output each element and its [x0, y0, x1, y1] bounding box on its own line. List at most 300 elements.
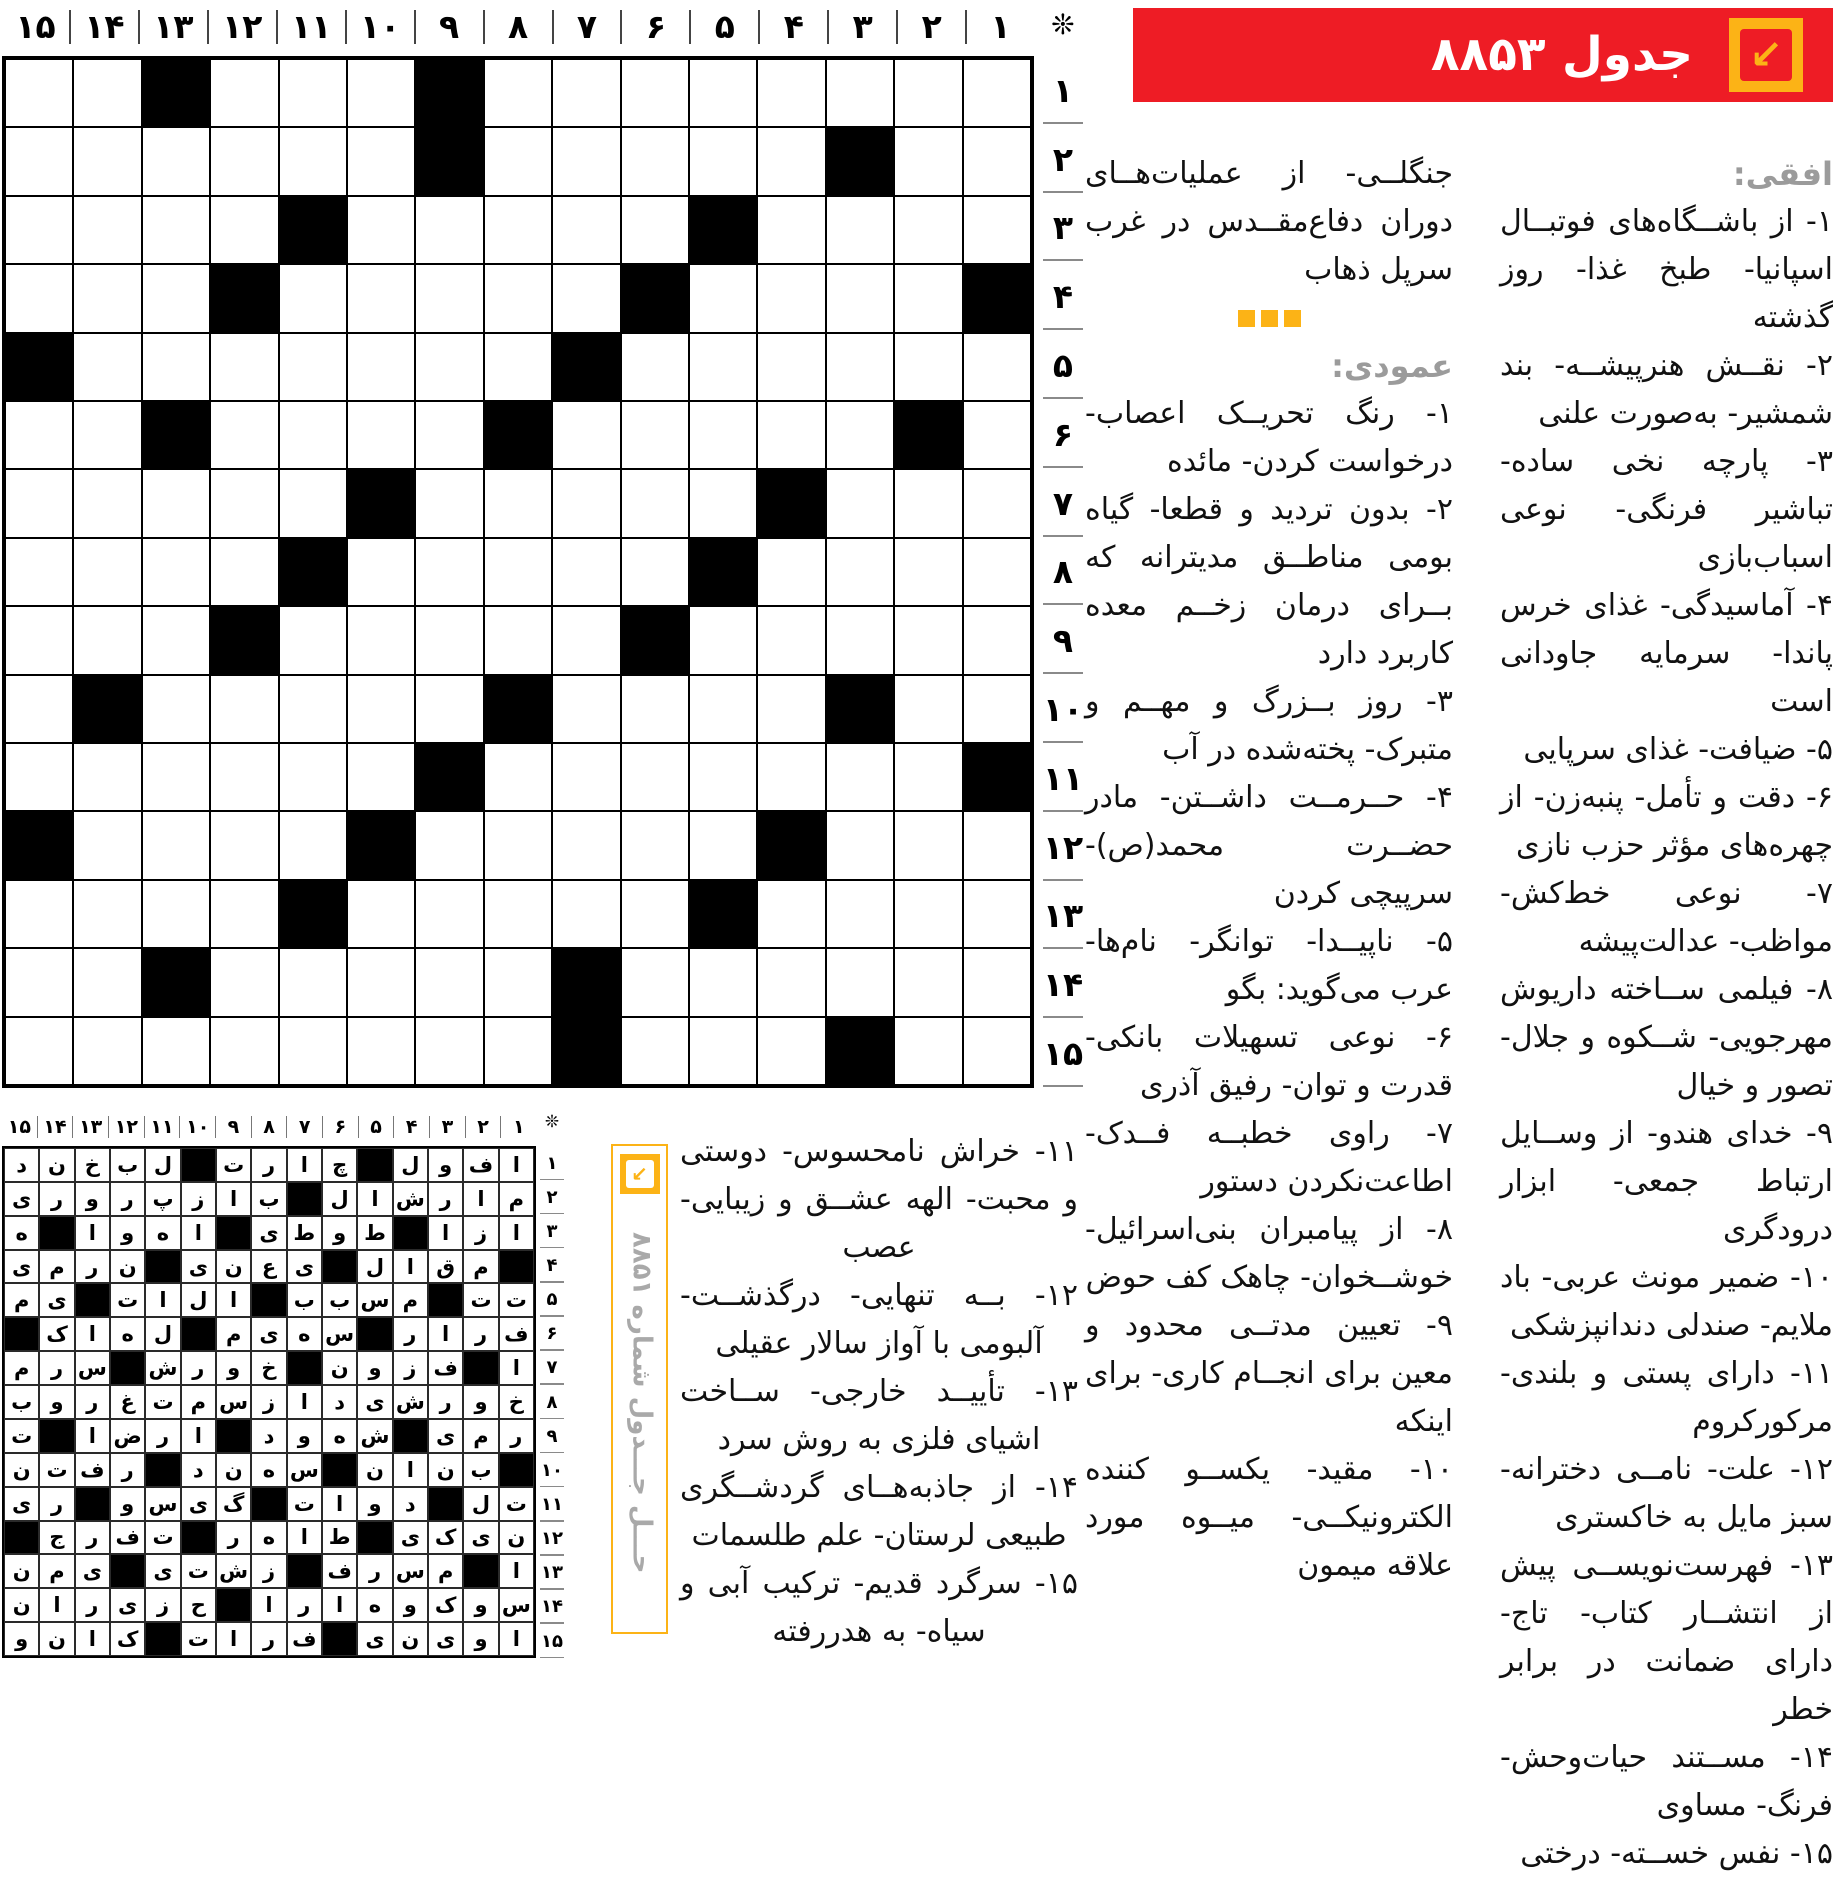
clue-item: ۱۵- سرگرد قدیم- ترکیب آبی و سیاه- به هدررفته [680, 1566, 1078, 1649]
black-cell [826, 127, 894, 195]
solution-letter-cell: ا [181, 1419, 216, 1453]
empty-cell[interactable] [894, 743, 962, 811]
empty-cell[interactable] [5, 743, 73, 811]
black-cell [552, 948, 620, 1016]
empty-cell[interactable] [757, 333, 825, 401]
empty-cell[interactable] [484, 196, 552, 264]
empty-cell[interactable] [757, 196, 825, 264]
empty-cell[interactable] [415, 811, 483, 879]
empty-cell[interactable] [621, 675, 689, 743]
empty-cell[interactable] [415, 333, 483, 401]
empty-cell[interactable] [279, 811, 347, 879]
grid-number-label: ۲ [537, 1180, 567, 1214]
solution-letter-cell: ش [357, 1419, 392, 1453]
empty-cell[interactable] [894, 880, 962, 948]
empty-cell[interactable] [142, 469, 210, 537]
solution-letter-cell: ز [251, 1385, 286, 1419]
solution-letter-cell: ل [145, 1148, 180, 1182]
clue-item: ۶- دقت و تأمل- پنبه‌زن- از چهره‌های مؤثر حزب نازی [1500, 780, 1833, 863]
solution-letter-cell: س [499, 1588, 534, 1622]
empty-cell[interactable] [757, 538, 825, 606]
solution-black-cell [499, 1453, 534, 1487]
solution-letter-cell: ز [463, 1216, 498, 1250]
solution-letter-cell: و [75, 1182, 110, 1216]
empty-cell[interactable] [826, 264, 894, 332]
empty-cell[interactable] [415, 606, 483, 674]
solution-letter-cell: م [463, 1250, 498, 1284]
empty-cell[interactable] [142, 743, 210, 811]
solution-black-cell [287, 1351, 322, 1385]
solution-letter-cell: ش [216, 1554, 251, 1588]
solution-black-cell [75, 1283, 110, 1317]
solution-black-cell [4, 1317, 39, 1351]
empty-cell[interactable] [894, 1017, 962, 1085]
empty-cell[interactable] [757, 264, 825, 332]
grid-number-label: ۱۱ [144, 1116, 180, 1138]
solution-letter-cell: و [110, 1487, 145, 1521]
empty-cell[interactable] [210, 538, 278, 606]
grid-number-label: ۴ [1038, 262, 1088, 331]
empty-cell[interactable] [210, 948, 278, 1016]
black-cell [826, 675, 894, 743]
solution-letter-cell: ب [322, 1283, 357, 1317]
empty-cell[interactable] [279, 127, 347, 195]
empty-cell[interactable] [552, 264, 620, 332]
empty-cell[interactable] [826, 333, 894, 401]
empty-cell[interactable] [552, 606, 620, 674]
empty-cell[interactable] [826, 196, 894, 264]
empty-cell[interactable] [415, 1017, 483, 1085]
empty-cell[interactable] [757, 675, 825, 743]
empty-cell[interactable] [210, 196, 278, 264]
empty-cell[interactable] [552, 538, 620, 606]
solution-letter-cell: س [75, 1351, 110, 1385]
solution-letter-cell: ه [287, 1317, 322, 1351]
empty-cell[interactable] [689, 675, 757, 743]
empty-cell[interactable] [484, 948, 552, 1016]
empty-cell[interactable] [894, 538, 962, 606]
empty-cell[interactable] [73, 196, 141, 264]
empty-cell[interactable] [621, 743, 689, 811]
grid-number-label: ۱۱ [537, 1487, 567, 1521]
empty-cell[interactable] [415, 469, 483, 537]
empty-cell[interactable] [826, 811, 894, 879]
empty-cell[interactable] [279, 333, 347, 401]
empty-cell[interactable] [894, 59, 962, 127]
solution-letter-cell: ر [428, 1182, 463, 1216]
empty-cell[interactable] [347, 948, 415, 1016]
solution-letter-cell: ت [499, 1487, 534, 1521]
empty-cell[interactable] [963, 59, 1031, 127]
empty-cell[interactable] [757, 743, 825, 811]
empty-cell[interactable] [689, 948, 757, 1016]
black-cell [415, 743, 483, 811]
empty-cell[interactable] [5, 675, 73, 743]
clue-item: ۱۰- ضمیر مونث عربی- باد ملایم- صندلی دندانپزشکی [1500, 1260, 1833, 1343]
empty-cell[interactable] [484, 469, 552, 537]
empty-cell[interactable] [73, 469, 141, 537]
empty-cell[interactable] [621, 1017, 689, 1085]
empty-cell[interactable] [963, 606, 1031, 674]
empty-cell[interactable] [757, 1017, 825, 1085]
empty-cell[interactable] [894, 264, 962, 332]
black-cell [621, 606, 689, 674]
clue-item: ۸- فیلمی ســاخته داریوش مهرجویی- شــکوه و جلال- تصور و خیال [1500, 972, 1833, 1103]
solution-letter-cell: ض [110, 1419, 145, 1453]
empty-cell[interactable] [689, 469, 757, 537]
empty-cell[interactable] [279, 675, 347, 743]
solution-black-cell [393, 1216, 428, 1250]
solution-letter-cell: ا [216, 1622, 251, 1656]
empty-cell[interactable] [279, 743, 347, 811]
solution-letter-cell: ب [110, 1148, 145, 1182]
empty-cell[interactable] [415, 401, 483, 469]
empty-cell[interactable] [142, 606, 210, 674]
empty-cell[interactable] [5, 59, 73, 127]
empty-cell[interactable] [552, 59, 620, 127]
empty-cell[interactable] [963, 538, 1031, 606]
empty-cell[interactable] [5, 606, 73, 674]
empty-cell[interactable] [73, 606, 141, 674]
empty-cell[interactable] [552, 743, 620, 811]
empty-cell[interactable] [689, 811, 757, 879]
empty-cell[interactable] [210, 469, 278, 537]
empty-cell[interactable] [484, 59, 552, 127]
empty-cell[interactable] [210, 811, 278, 879]
grid-number-label: ۱۴ [537, 1590, 567, 1624]
empty-cell[interactable] [73, 880, 141, 948]
solution-letter-cell: ا [39, 1588, 74, 1622]
star-icon: ❊ [1051, 8, 1075, 41]
grid-number-label: ۱۱ [1038, 744, 1088, 813]
empty-cell[interactable] [142, 538, 210, 606]
empty-cell[interactable] [142, 880, 210, 948]
empty-cell[interactable] [73, 264, 141, 332]
solution-letter-cell: ر [428, 1385, 463, 1419]
empty-cell[interactable] [826, 948, 894, 1016]
empty-cell[interactable] [757, 948, 825, 1016]
empty-cell[interactable] [621, 333, 689, 401]
solution-letter-cell: ر [75, 1385, 110, 1419]
empty-cell[interactable] [210, 401, 278, 469]
solution-black-cell [322, 1250, 357, 1284]
empty-cell[interactable] [894, 196, 962, 264]
empty-cell[interactable] [73, 1017, 141, 1085]
empty-cell[interactable] [689, 1017, 757, 1085]
empty-cell[interactable] [210, 333, 278, 401]
empty-cell[interactable] [621, 127, 689, 195]
empty-cell[interactable] [347, 59, 415, 127]
empty-cell[interactable] [826, 59, 894, 127]
empty-cell[interactable] [484, 880, 552, 948]
solution-letter-cell: ا [287, 1521, 322, 1555]
solution-letter-cell: ت [287, 1487, 322, 1521]
empty-cell[interactable] [963, 811, 1031, 879]
arrow-down-left-icon: ↙ [1740, 29, 1792, 81]
solution-letter-cell: ا [393, 1250, 428, 1284]
empty-cell[interactable] [347, 333, 415, 401]
solution-letter-cell: ا [216, 1283, 251, 1317]
solution-letter-cell: ی [428, 1622, 463, 1656]
empty-cell[interactable] [689, 264, 757, 332]
solution-letter-cell: و [463, 1622, 498, 1656]
empty-cell[interactable] [757, 880, 825, 948]
empty-cell[interactable] [689, 606, 757, 674]
empty-cell[interactable] [142, 196, 210, 264]
empty-cell[interactable] [963, 127, 1031, 195]
empty-cell[interactable] [347, 401, 415, 469]
empty-cell[interactable] [347, 264, 415, 332]
empty-cell[interactable] [5, 948, 73, 1016]
solution-letter-cell: ه [357, 1588, 392, 1622]
empty-cell[interactable] [826, 401, 894, 469]
empty-cell[interactable] [142, 264, 210, 332]
solution-black-cell [251, 1487, 286, 1521]
empty-cell[interactable] [142, 127, 210, 195]
empty-cell[interactable] [415, 675, 483, 743]
empty-cell[interactable] [73, 127, 141, 195]
empty-cell[interactable] [689, 401, 757, 469]
empty-cell[interactable] [689, 127, 757, 195]
empty-cell[interactable] [689, 59, 757, 127]
empty-cell[interactable] [552, 127, 620, 195]
empty-cell[interactable] [142, 811, 210, 879]
solution-letter-cell: م [39, 1250, 74, 1284]
solution-letter-cell: ی [181, 1487, 216, 1521]
empty-cell[interactable] [484, 538, 552, 606]
empty-cell[interactable] [621, 59, 689, 127]
empty-cell[interactable] [347, 743, 415, 811]
empty-cell[interactable] [5, 127, 73, 195]
clue-item: ۳- روز بــزرگ و مهــم و متبرک- پخته‌شده در آب [1085, 684, 1453, 767]
empty-cell[interactable] [484, 127, 552, 195]
empty-cell[interactable] [689, 333, 757, 401]
empty-cell[interactable] [5, 538, 73, 606]
solution-letter-cell: ا [216, 1182, 251, 1216]
clue-item: ۹- خدای هندو- از وســایل ارتباط جمعی- ابزار درودگری [1500, 1116, 1833, 1247]
empty-cell[interactable] [347, 880, 415, 948]
empty-cell[interactable] [484, 811, 552, 879]
empty-cell[interactable] [142, 675, 210, 743]
empty-cell[interactable] [621, 401, 689, 469]
black-cell [279, 196, 347, 264]
empty-cell[interactable] [826, 469, 894, 537]
empty-cell[interactable] [279, 59, 347, 127]
empty-cell[interactable] [415, 196, 483, 264]
main-grid-column-numbers [2, 4, 1034, 50]
empty-cell[interactable] [73, 59, 141, 127]
grid-number-label: ۱۰ [179, 1116, 215, 1138]
empty-cell[interactable] [279, 401, 347, 469]
empty-cell[interactable] [142, 333, 210, 401]
grid-number-label: ۶ [1038, 400, 1088, 469]
solution-letter-cell: ا [322, 1588, 357, 1622]
solution-letter-cell: ک [39, 1317, 74, 1351]
empty-cell[interactable] [347, 675, 415, 743]
empty-cell[interactable] [484, 333, 552, 401]
solution-letter-cell: ه [110, 1317, 145, 1351]
empty-cell[interactable] [621, 880, 689, 948]
star-icon: ❊ [544, 1112, 560, 1132]
empty-cell[interactable] [279, 469, 347, 537]
empty-cell[interactable] [484, 606, 552, 674]
empty-cell[interactable] [347, 1017, 415, 1085]
empty-cell[interactable] [894, 127, 962, 195]
black-cell [484, 401, 552, 469]
empty-cell[interactable] [210, 127, 278, 195]
empty-cell[interactable] [5, 880, 73, 948]
solution-black-cell [322, 1453, 357, 1487]
empty-cell[interactable] [621, 196, 689, 264]
solution-letter-cell: ش [393, 1385, 428, 1419]
empty-cell[interactable] [963, 948, 1031, 1016]
solution-letter-cell: ن [216, 1250, 251, 1284]
empty-cell[interactable] [210, 675, 278, 743]
empty-cell[interactable] [894, 948, 962, 1016]
empty-cell[interactable] [347, 606, 415, 674]
empty-cell[interactable] [415, 264, 483, 332]
empty-cell[interactable] [826, 606, 894, 674]
solution-black-cell [216, 1588, 251, 1622]
empty-cell[interactable] [552, 401, 620, 469]
solution-letter-cell: و [428, 1148, 463, 1182]
empty-cell[interactable] [621, 948, 689, 1016]
solution-letter-cell: ک [428, 1521, 463, 1555]
empty-cell[interactable] [484, 743, 552, 811]
section-separator-squares-icon [1085, 294, 1453, 342]
empty-cell[interactable] [894, 333, 962, 401]
empty-cell[interactable] [757, 59, 825, 127]
empty-cell[interactable] [347, 538, 415, 606]
empty-cell[interactable] [210, 743, 278, 811]
black-cell [142, 401, 210, 469]
empty-cell[interactable] [552, 469, 620, 537]
empty-cell[interactable] [73, 401, 141, 469]
grid-number-label: ۱۲ [207, 10, 276, 44]
solution-letter-cell: ج [39, 1521, 74, 1555]
empty-cell[interactable] [73, 538, 141, 606]
solution-letter-cell: ل [145, 1317, 180, 1351]
solution-letter-cell: ا [499, 1148, 534, 1182]
empty-cell[interactable] [894, 811, 962, 879]
empty-cell[interactable] [894, 675, 962, 743]
empty-cell[interactable] [689, 743, 757, 811]
solution-letter-cell: ک [110, 1622, 145, 1656]
solution-letter-cell: س [287, 1453, 322, 1487]
across-clues-list [1500, 198, 1833, 1878]
solution-letter-cell: و [357, 1351, 392, 1385]
empty-cell[interactable] [279, 606, 347, 674]
grid-number-label: ۱۵ [537, 1624, 567, 1658]
empty-cell[interactable] [279, 264, 347, 332]
empty-cell[interactable] [415, 948, 483, 1016]
empty-cell[interactable] [347, 127, 415, 195]
empty-cell[interactable] [5, 401, 73, 469]
solution-letter-cell: ت [463, 1283, 498, 1317]
empty-cell[interactable] [5, 264, 73, 332]
empty-cell[interactable] [73, 333, 141, 401]
empty-cell[interactable] [484, 1017, 552, 1085]
empty-cell[interactable] [826, 538, 894, 606]
empty-cell[interactable] [963, 401, 1031, 469]
empty-cell[interactable] [347, 196, 415, 264]
empty-cell[interactable] [73, 811, 141, 879]
empty-cell[interactable] [757, 401, 825, 469]
empty-cell[interactable] [415, 538, 483, 606]
empty-cell[interactable] [963, 469, 1031, 537]
solution-letter-cell: ا [357, 1182, 392, 1216]
empty-cell[interactable] [621, 811, 689, 879]
empty-cell[interactable] [73, 948, 141, 1016]
empty-cell[interactable] [142, 1017, 210, 1085]
solution-letter-cell: ر [145, 1419, 180, 1453]
empty-cell[interactable] [415, 880, 483, 948]
empty-cell[interactable] [5, 196, 73, 264]
empty-cell[interactable] [826, 880, 894, 948]
solution-letter-cell: ن [110, 1250, 145, 1284]
solution-letter-cell: ل [322, 1182, 357, 1216]
black-cell [894, 401, 962, 469]
grid-number-label: ۲ [896, 10, 965, 44]
empty-cell[interactable] [757, 606, 825, 674]
solution-letter-cell: ا [499, 1351, 534, 1385]
empty-cell[interactable] [5, 1017, 73, 1085]
empty-cell[interactable] [621, 538, 689, 606]
empty-cell[interactable] [73, 743, 141, 811]
solution-letter-cell: ن [39, 1148, 74, 1182]
previous-solution-label: حـــل جـــدول شماره ۸۸۵۱ [626, 1232, 657, 1574]
empty-cell[interactable] [963, 196, 1031, 264]
empty-cell[interactable] [963, 880, 1031, 948]
grid-number-label: ۵ [537, 1283, 567, 1317]
empty-cell[interactable] [552, 880, 620, 948]
empty-cell[interactable] [552, 196, 620, 264]
grid-number-label: ۱۵ [15, 7, 56, 46]
empty-cell[interactable] [210, 880, 278, 948]
clue-item: ۱- رنگ تحریــک اعصاب- درخواست کردن- مائده [1085, 396, 1453, 479]
empty-cell[interactable] [963, 1017, 1031, 1085]
empty-cell[interactable] [210, 1017, 278, 1085]
empty-cell[interactable] [552, 811, 620, 879]
empty-cell[interactable] [894, 606, 962, 674]
grid-number-label: ۱۵ [7, 1116, 31, 1138]
solution-letter-cell: و [463, 1588, 498, 1622]
empty-cell[interactable] [5, 469, 73, 537]
empty-cell[interactable] [210, 59, 278, 127]
empty-cell[interactable] [963, 333, 1031, 401]
empty-cell[interactable] [484, 264, 552, 332]
solution-letter-cell: ت [145, 1521, 180, 1555]
solution-letter-cell: و [110, 1216, 145, 1250]
solution-letter-cell: ر [181, 1351, 216, 1385]
empty-cell[interactable] [552, 675, 620, 743]
empty-cell[interactable] [279, 1017, 347, 1085]
empty-cell[interactable] [894, 469, 962, 537]
clue-item: ۷- راوی خطبــه فــدک- اطاعت‌نکردن دستور [1085, 1116, 1453, 1199]
black-cell [963, 264, 1031, 332]
empty-cell[interactable] [279, 948, 347, 1016]
grid-number-label: ۱۳ [537, 1556, 567, 1590]
empty-cell[interactable] [963, 675, 1031, 743]
solution-letter-cell: ز [251, 1554, 286, 1588]
empty-cell[interactable] [757, 127, 825, 195]
grid-number-label: ۴ [537, 1248, 567, 1282]
solution-grid-column-numbers [2, 1112, 536, 1142]
empty-cell[interactable] [826, 743, 894, 811]
grid-number-label: ۱۰ [1038, 675, 1088, 744]
empty-cell[interactable] [621, 469, 689, 537]
black-cell [347, 811, 415, 879]
